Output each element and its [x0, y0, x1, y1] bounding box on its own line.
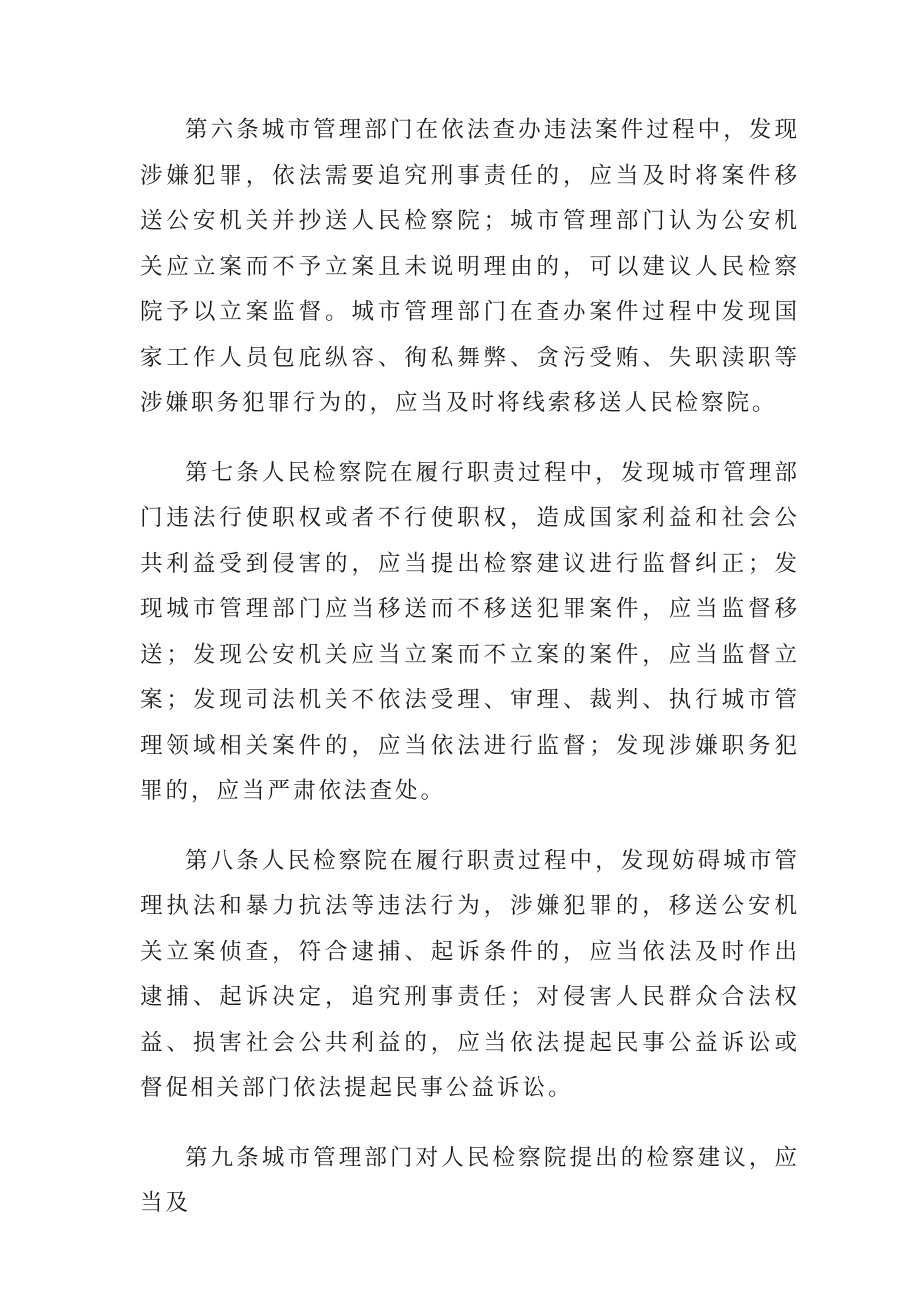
document-body	[140, 108, 800, 1227]
article-7-paragraph: 第七条人民检察院在履行职责过程中，发现城市管理部门违法行使职权或者不行使职权，造成国家利益和社会公共利益受到侵害的，应当提出检察建议进行监督纠正；发现城市管理部门应当移送而不移送犯罪案件，应当监督移送；发现公安机关应当立案而不立案的案件，应当监督立案；发现司法机关不依法受理、审理、裁判、执行城市管理领域相关案件的，应当依法进行监督；发现涉嫌职务犯罪的，应当严肃依法查处。	[140, 459, 800, 804]
article-8-paragraph: 第八条人民检察院在履行职责过程中，发现妨碍城市管理执法和暴力抗法等违法行为，涉嫌犯罪的，移送公安机关立案侦查，符合逮捕、起诉条件的，应当依法及时作出逮捕、起诉决定，追究刑事责任；对侵害人民群众合法权益、损害社会公共利益的，应当依法提起民事公益诉讼或督促相关部门依法提起民事公益诉讼。	[140, 847, 800, 1101]
article-9-paragraph: 第九条城市管理部门对人民检察院提出的检察建议，应当及	[140, 1144, 800, 1216]
article-6-paragraph: 第六条城市管理部门在依法查办违法案件过程中，发现涉嫌犯罪，依法需要追究刑事责任的，应当及时将案件移送公安机关并抄送人民检察院；城市管理部门认为公安机关应立案而不予立案且未说明理由的，可以建议人民检察院予以立案监督。城市管理部门在查办案件过程中发现国家工作人员包庇纵容、徇私舞弊、贪污受贿、失职渎职等涉嫌职务犯罪行为的，应当及时将线索移送人民检察院。	[140, 117, 800, 416]
